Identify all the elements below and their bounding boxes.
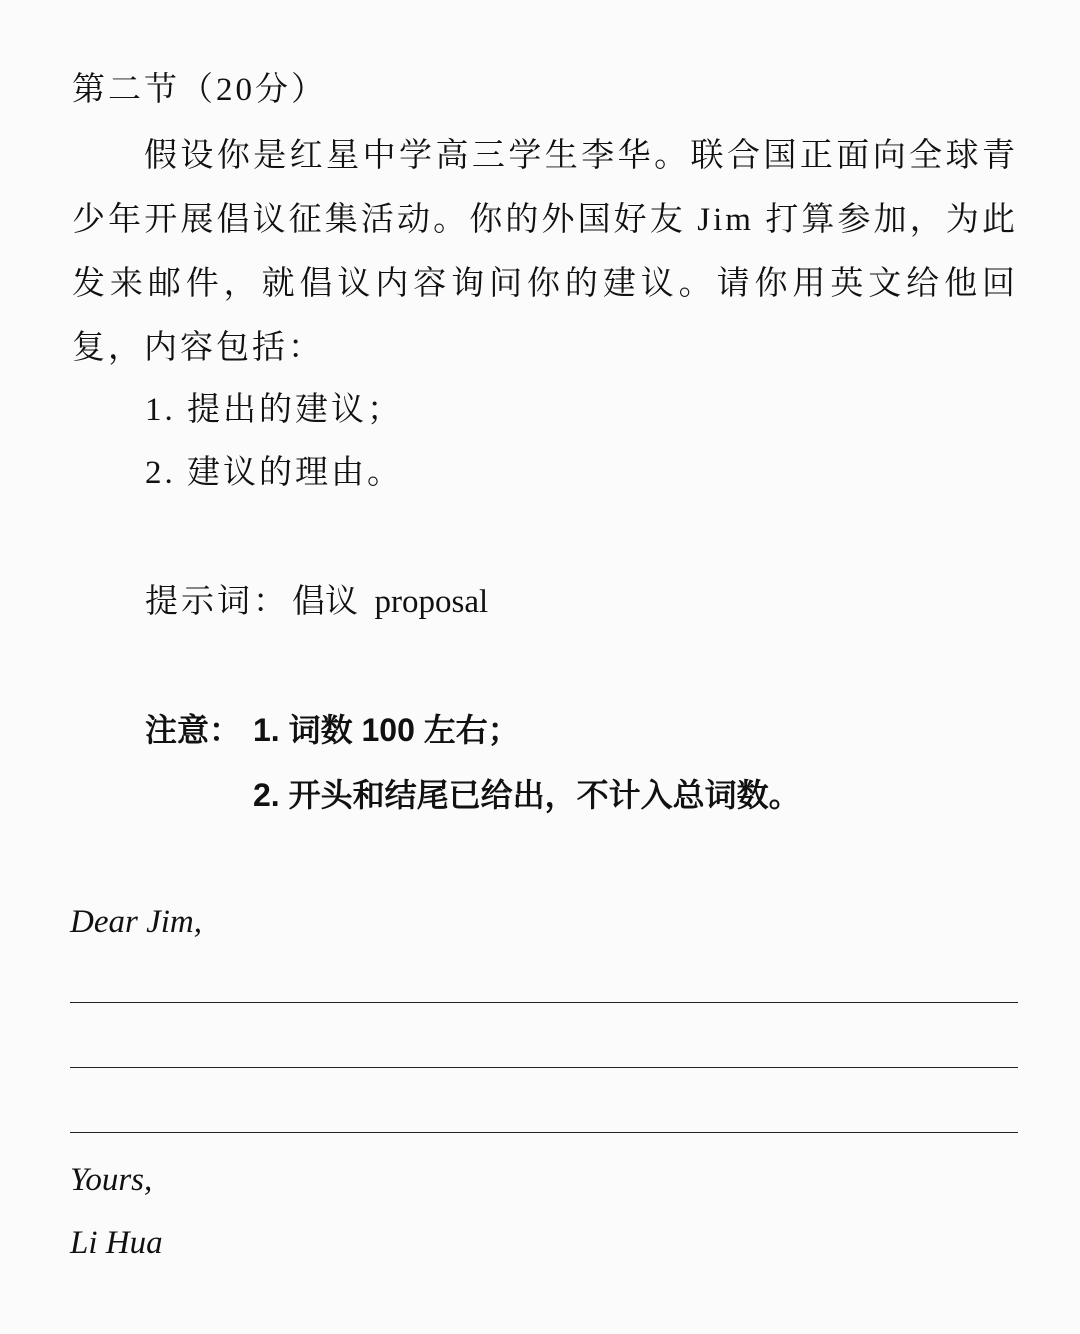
- notes-label: 注意：: [145, 712, 242, 748]
- letter-closing: Yours,: [70, 1162, 153, 1198]
- writing-line[interactable]: [70, 1067, 1018, 1068]
- prompt-paragraph: 假设你是红星中学高三学生李华。联合国正面向全球青少年开展倡议征集活动。你的外国好友 Jim 打算参加，为此发来邮件，就倡议内容询问你的建议。请你用英文给他回复，内容包括：: [72, 138, 1018, 366]
- letter-greeting: Dear Jim,: [70, 904, 202, 940]
- writing-line[interactable]: [70, 1132, 1018, 1133]
- note-2: 2. 开头和结尾已给出，不计入总词数。: [253, 777, 801, 813]
- note-1: 1. 词数 100 左右；: [253, 712, 520, 748]
- writing-line[interactable]: [70, 1002, 1018, 1003]
- letter-signature: Li Hua: [70, 1225, 163, 1261]
- point-1: 1. 提出的建议；: [145, 392, 403, 428]
- hint-word: 倡议 proposal: [292, 584, 489, 620]
- hint-label: 提示词：: [145, 584, 289, 620]
- point-2: 2. 建议的理由。: [145, 455, 403, 491]
- section-title: 第二节（20分）: [72, 72, 327, 108]
